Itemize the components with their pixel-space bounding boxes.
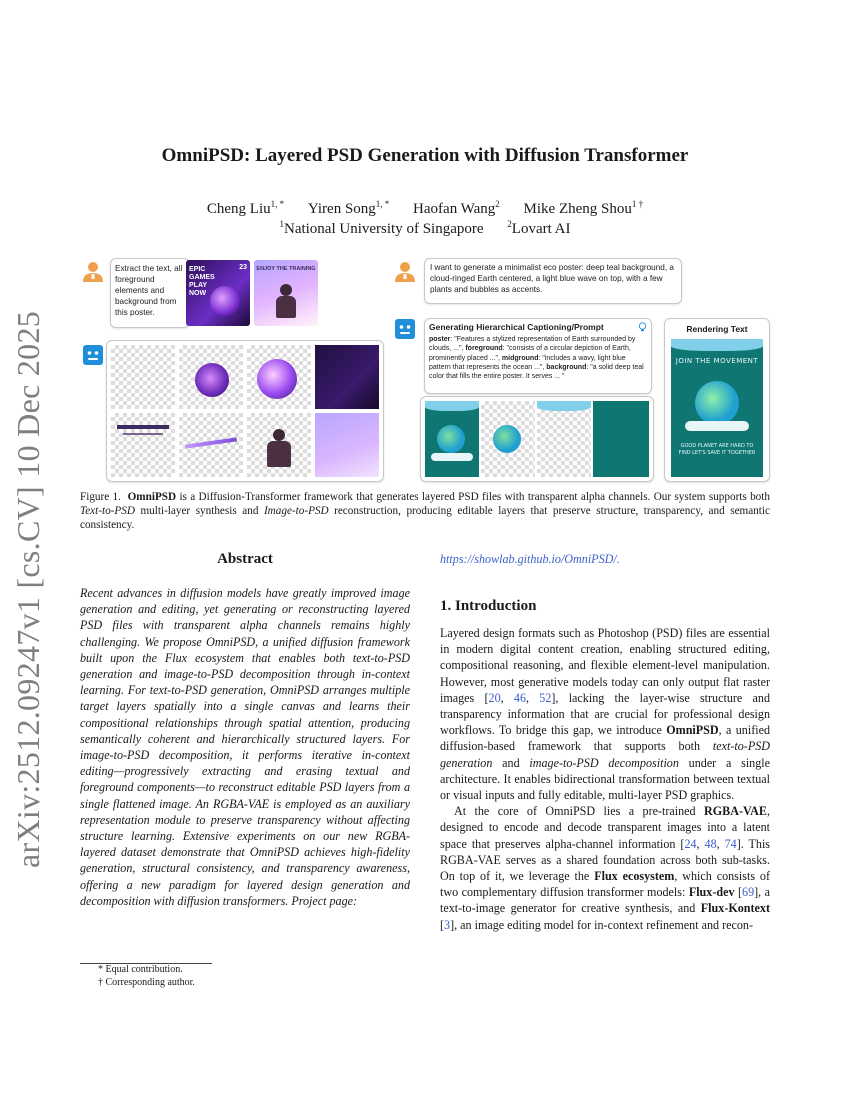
- intro-paragraph-1: Layered design formats such as Photoshop (PSD) files are essential in modern digital content creation, enabling structured editing, compositional reasoning, and flexible element-level manipulation. However, most generative models today can only output flat raster images [20, 46, 52], lacking the layer-wise structure and transparency information that are crucial for professional design workflows. To bridge this gap, we introduce OmniPSD, a unified diffusion-based framework that supports both text-to-PSD generation and image-to-PSD decomposition under a single architecture. It enables bidirectional transformation between textual or visual inputs and fully editable, multi-layer PSD graphics.: [440, 626, 770, 803]
- generated-poster: [425, 401, 479, 477]
- model-avatar-icon: [394, 318, 416, 340]
- user-avatar-icon: [82, 260, 104, 282]
- abstract-heading: Abstract: [217, 551, 273, 567]
- citation-link[interactable]: 48: [704, 836, 717, 851]
- citation-link[interactable]: 46: [513, 690, 527, 705]
- affiliation: $^1$National University of Singapore: [279, 219, 484, 237]
- rendered-poster: JOIN THE MOVEMENT GOOD PLANET ARE HARD TO FIND LET'S SAVE IT TOGETHER: [671, 339, 763, 477]
- author-list: [0, 199, 850, 218]
- left-prompt-bubble: Extract the text, all foreground elements and background from this poster.: [110, 258, 190, 328]
- paper-title: OmniPSD: Layered PSD Generation with Diffusion Transformer: [161, 145, 689, 166]
- input-poster-epic-games: EPIC GAMES PLAY NOW 23: [186, 260, 250, 326]
- footnote-corresponding-author: † Corresponding author.: [98, 977, 195, 988]
- layer-background-gradient: [315, 413, 379, 477]
- layer-person: [247, 413, 311, 477]
- input-poster-training: ENJOY THE TRAINING: [254, 260, 318, 326]
- citation-link[interactable]: 74: [724, 836, 737, 851]
- citation-link[interactable]: 3: [444, 917, 451, 932]
- affiliation-list: [0, 219, 850, 238]
- project-page-link[interactable]: https://showlab.github.io/OmniPSD/.: [440, 552, 620, 566]
- hierarchical-caption-panel: Generating Hierarchical Captioning/Prompt poster: "Features a stylized representation of Earth surrounded by clouds, ...", foreground: "consists of a circular depiction of Earth, prominently placed ...", midground: "includes a wavy, light blue pattern that represents the ocean ...", background: "a solid deep teal color that fills the entire poster. It serves ... ": [424, 318, 652, 394]
- author: Haofan Wang$^2$: [413, 199, 500, 217]
- abstract-text: Recent advances in diffusion models have greatly improved image generation and editing, yet generating or reconstructing layered PSD files with transparent alpha channels remains highly challenging. We propose OmniPSD, a unified diffusion framework built upon the Flux ecosystem that enables both text-to-PSD generation and image-to-PSD decomposition through in-context learning. For text-to-PSD generation, OmniPSD arranges multiple target layers spatially into a single canvas and learns their compositional relationships through spatial attention, producing semantically coherent and hierarchically structured layers. For image-to-PSD decomposition, it performs iterative in-context editing—progressively extracting and erasing textual and foreground components—to reconstruct editable PSD layers from a single flattened image. An RGBA-VAE is employed as an auxiliary representation module to preserve transparency without affecting structure learning. Extensive experiments on our new RGBA-layered dataset demonstrate that OmniPSD achieves high-fidelity generation, structural consistency, and transparency awareness, offering a new paradigm for layered design generation and decomposition with diffusion transformers. Project page:: [80, 586, 410, 908]
- author: Mike Zheng Shou$^{1 \dagger}$: [523, 199, 644, 217]
- citation-link[interactable]: 52: [539, 690, 552, 705]
- footnote-equal-contribution: * Equal contribution.: [98, 964, 183, 975]
- generated-background: [593, 401, 649, 477]
- user-avatar-icon: [394, 260, 416, 282]
- citation-link[interactable]: 69: [742, 885, 755, 900]
- layer-foreground-orb: [247, 345, 311, 409]
- layer-text-training: [111, 413, 175, 477]
- model-avatar-icon: [82, 344, 104, 366]
- generated-midground: [537, 401, 591, 477]
- layer-text-epic: [111, 345, 175, 409]
- lightbulb-icon: [638, 322, 647, 332]
- figure-caption: Figure 1. OmniPSD is a Diffusion-Transformer framework that generates layered PSD files with transparent alpha channels. Our system supports both Text-to-PSD multi-layer synthesis and Image-to-PSD reconstruction, producing editable layers that preserve structure, transparency, and semantic consistency.: [80, 491, 770, 531]
- layer-wave: [179, 413, 243, 477]
- layer-background-dark: [315, 345, 379, 409]
- generated-layers-panel: [420, 396, 654, 482]
- rendering-text-panel: Rendering Text JOIN THE MOVEMENT GOOD PLANET ARE HARD TO FIND LET'S SAVE IT TOGETHER: [664, 318, 770, 482]
- author: Cheng Liu$^{1, *}$: [206, 199, 285, 217]
- citation-link[interactable]: 24: [684, 836, 697, 851]
- intro-paragraph-2: At the core of OmniPSD lies a pre-trained RGBA-VAE, designed to encode and decode transparent images into a latent space that preserves alpha-channel information [24, 48, 74]. This RGBA-VAE serves as a shared foundation across both sub-tasks. On top of it, we leverage the Flux ecosystem, which consists of two complementary diffusion transformer models: Flux-dev [69], a text-to-image generator for creative synthesis, and Flux-Kontext [3], an image editing model for in-context refinement and recon-: [440, 804, 771, 932]
- arxiv-stamp: arXiv:2512.09247v1 [cs.CV] 10 Dec 2025: [10, 310, 46, 868]
- citation-link[interactable]: 20: [488, 690, 501, 705]
- generated-foreground: [481, 401, 535, 477]
- right-prompt-bubble: I want to generate a minimalist eco poster: deep teal background, a cloud-ringed Earth centered, a light blue wave on top, with a few plants and bubbles as accents.: [424, 258, 682, 304]
- figure-1: [80, 256, 770, 486]
- introduction-body: [440, 625, 770, 933]
- layer-foreground-circle: [179, 345, 243, 409]
- affiliation: $^2$Lovart AI: [507, 219, 571, 237]
- decomposition-layers-panel: [106, 340, 384, 482]
- author: Yiren Song$^{1, *}$: [307, 199, 390, 217]
- introduction-heading: 1. Introduction: [440, 598, 537, 614]
